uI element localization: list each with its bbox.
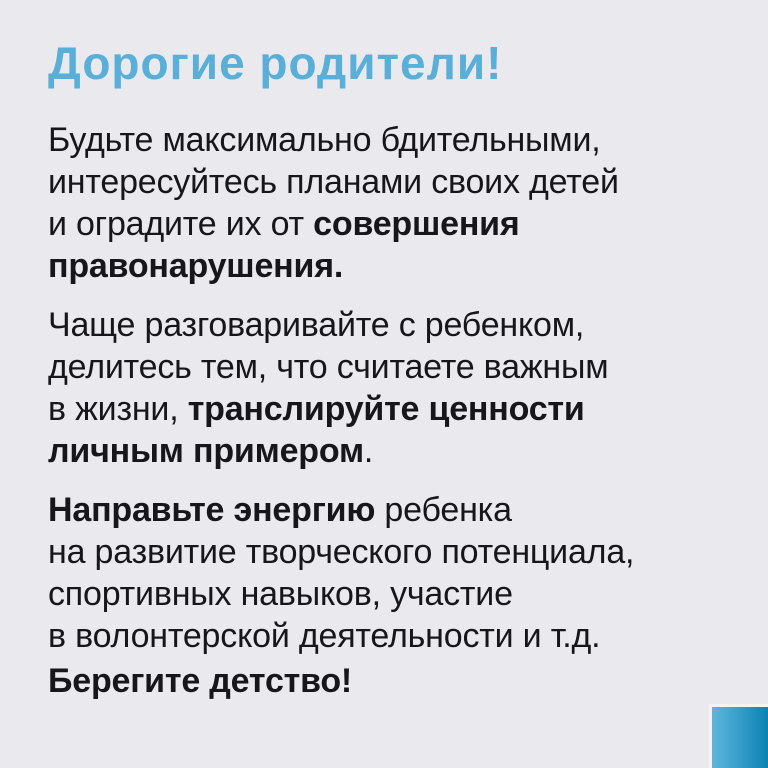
bold-text-run: Берегите детство! (48, 662, 353, 701)
poster-title: Дорогие родители! (48, 37, 503, 89)
paragraph (48, 119, 732, 287)
paragraph (48, 660, 732, 702)
poster-body (48, 119, 732, 702)
corner-accent-square (709, 704, 768, 768)
bold-text-run: Направьте энергию (48, 491, 376, 530)
bold-text-run: личным примером (48, 432, 364, 471)
text-run: делитесь тем, что считаете важным (48, 348, 609, 387)
text-run: на развитие творческого потенциала, (48, 533, 635, 572)
bold-text-run: совершения (313, 205, 520, 244)
text-run: ребенка (375, 491, 512, 530)
text-run: в волонтерской деятельности и т.д. (48, 617, 601, 656)
text-run: Чаще разговаривайте с ребенком, (48, 306, 585, 345)
text-run: в жизни, (48, 390, 188, 429)
text-run: и оградите их от (48, 205, 314, 244)
bold-text-run: правонарушения. (48, 247, 344, 286)
paragraph (48, 304, 732, 472)
text-run: спортивных навыков, участие (48, 575, 513, 614)
paragraph (48, 489, 732, 657)
bold-text-run: транслируйте ценности (187, 390, 585, 429)
text-run: . (363, 432, 374, 471)
text-run: интересуйтесь планами своих детей (48, 163, 619, 202)
text-run: Будьте максимально бдительными, (48, 121, 601, 160)
